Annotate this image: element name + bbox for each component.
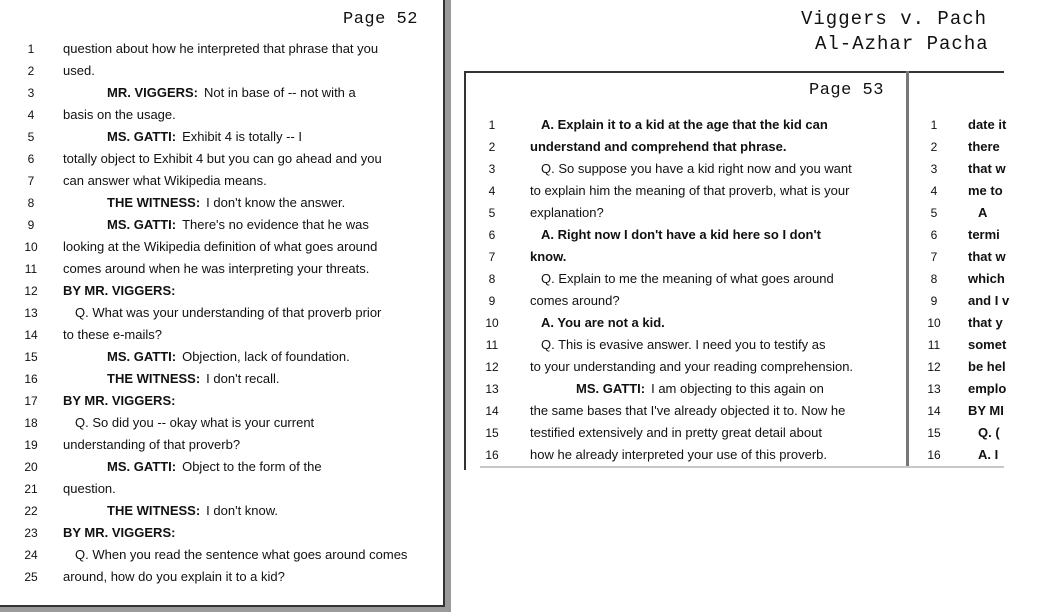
- line-text: Q. So did you -- okay what is your current: [75, 415, 315, 430]
- transcript-line: [0, 82, 440, 104]
- case-caption-line1: Viggers v. Pach: [801, 8, 988, 30]
- line-number: 11: [485, 338, 499, 352]
- line-number: 23: [24, 526, 38, 540]
- speaker-label: MS. GATTI:: [576, 381, 646, 396]
- line-number: 6: [27, 152, 35, 166]
- transcript-page-52: [0, 0, 445, 607]
- line-text: somet: [968, 337, 1007, 352]
- transcript-line: [466, 268, 906, 290]
- line-text: be hel: [968, 359, 1006, 374]
- transcript-line: [909, 290, 1010, 312]
- line-text: which: [968, 271, 1005, 286]
- speaker-label: BY MR. VIGGERS:: [63, 393, 176, 408]
- speaker-label: MS. GATTI:: [107, 129, 177, 144]
- transcript-line: [0, 500, 440, 522]
- transcript-line: [466, 136, 906, 158]
- line-text: basis on the usage.: [63, 107, 176, 122]
- line-text: used.: [63, 63, 95, 78]
- line-number: 13: [485, 382, 499, 396]
- line-text: A. You are not a kid.: [541, 315, 665, 330]
- transcript-page-54-partial: [909, 71, 1010, 470]
- line-number: 16: [485, 448, 499, 462]
- line-text: can answer what Wikipedia means.: [63, 173, 267, 188]
- line-text: totally object to Exhibit 4 but you can go ahead and you: [63, 151, 382, 166]
- line-number: 14: [485, 404, 499, 418]
- transcript-line: [909, 246, 1004, 268]
- line-number: 22: [24, 504, 38, 518]
- transcript-line: [909, 202, 1004, 224]
- line-text: there: [968, 139, 1000, 154]
- line-number: 18: [24, 416, 38, 430]
- page-number: Page 52: [343, 10, 418, 29]
- line-number: 16: [927, 448, 941, 462]
- line-text: that w: [968, 161, 1006, 176]
- transcript-line: [0, 390, 440, 412]
- line-number: 6: [930, 228, 938, 242]
- transcript-line: [0, 38, 440, 60]
- line-number: 1: [488, 118, 496, 132]
- transcript-line: [0, 434, 440, 456]
- transcript-line: [909, 378, 1007, 400]
- line-text: I don't recall.: [206, 371, 280, 386]
- transcript-line: [0, 236, 440, 258]
- page-number: Page 53: [809, 81, 884, 100]
- transcript-line: [466, 180, 906, 202]
- line-text: A: [978, 205, 988, 220]
- transcript-line: [909, 114, 1007, 136]
- transcript-line: [909, 312, 1004, 334]
- speaker-label: MS. GATTI:: [107, 459, 177, 474]
- speaker-label: THE WITNESS:: [107, 503, 201, 518]
- line-number: 11: [927, 338, 941, 352]
- line-text: emplo: [968, 381, 1007, 396]
- line-number: 12: [24, 284, 38, 298]
- line-number: 13: [24, 306, 38, 320]
- line-text: that y: [968, 315, 1003, 330]
- speaker-label: THE WITNESS:: [107, 195, 201, 210]
- line-number: 25: [24, 570, 38, 584]
- line-number: 10: [927, 316, 941, 330]
- line-number: 8: [930, 272, 938, 286]
- line-text: Exhibit 4 is totally -- I: [182, 129, 303, 144]
- transcript-line: [0, 346, 440, 368]
- transcript-line: [0, 148, 440, 170]
- line-number: 8: [27, 196, 35, 210]
- line-number: 9: [27, 218, 35, 232]
- line-text: BY MI: [968, 403, 1004, 418]
- transcript-line: [466, 356, 906, 378]
- transcript-line: [0, 170, 440, 192]
- line-number: 2: [27, 64, 35, 78]
- line-text: A. Right now I don't have a kid here so I don't: [541, 227, 821, 242]
- line-text: Q. When you read the sentence what goes around comes: [75, 547, 408, 562]
- line-number: 1: [930, 118, 938, 132]
- transcript-line: [0, 456, 440, 478]
- transcript-line: [909, 444, 1004, 466]
- line-number: 1: [27, 42, 35, 56]
- transcript-line: [466, 246, 906, 268]
- line-number: 5: [488, 206, 496, 220]
- line-text: how he already interpreted your use of this proverb.: [530, 447, 828, 462]
- transcript-page-53: [464, 71, 910, 470]
- transcript-line: [466, 290, 906, 312]
- transcript-line: [0, 104, 440, 126]
- line-text: testified extensively and in pretty great detail about: [530, 425, 822, 440]
- transcript-line: [909, 224, 1004, 246]
- line-text: Q. So suppose you have a kid right now and you want: [541, 161, 852, 176]
- line-number: 4: [930, 184, 938, 198]
- line-text: Not in base of -- not with a: [204, 85, 356, 100]
- transcript-line: [466, 158, 906, 180]
- transcript-line: [466, 114, 906, 136]
- line-text: to your understanding and your reading comprehension.: [530, 359, 854, 374]
- speaker-label: MS. GATTI:: [107, 217, 177, 232]
- transcript-line: [466, 312, 906, 334]
- line-number: 7: [488, 250, 496, 264]
- line-number: 17: [24, 394, 38, 408]
- line-number: 19: [24, 438, 38, 452]
- line-number: 15: [485, 426, 499, 440]
- line-text: question.: [63, 481, 116, 496]
- transcript-line: [0, 544, 440, 566]
- transcript-line: [0, 522, 440, 544]
- line-number: 12: [927, 360, 941, 374]
- line-number: 4: [488, 184, 496, 198]
- line-number: 9: [930, 294, 938, 308]
- speaker-label: BY MR. VIGGERS:: [63, 525, 176, 540]
- line-text: comes around when he was interpreting your threats.: [63, 261, 370, 276]
- line-text: There's no evidence that he was: [182, 217, 369, 232]
- transcript-line: [0, 566, 440, 588]
- line-number: 15: [24, 350, 38, 364]
- line-text: Q. What was your understanding of that proverb prior: [75, 305, 382, 320]
- page-shadow: [0, 607, 451, 612]
- line-number: 2: [930, 140, 938, 154]
- line-number: 16: [24, 372, 38, 386]
- transcript-line: [909, 422, 1004, 444]
- line-number: 14: [927, 404, 941, 418]
- line-text: understanding of that proverb?: [63, 437, 241, 452]
- line-text: I don't know the answer.: [206, 195, 346, 210]
- speaker-label: MR. VIGGERS:: [107, 85, 199, 100]
- line-text: and I v: [968, 293, 1010, 308]
- transcript-line: [0, 258, 440, 280]
- transcript-line: [909, 158, 1004, 180]
- line-text: A. Explain it to a kid at the age that the kid can: [541, 117, 828, 132]
- line-text: date it: [968, 117, 1007, 132]
- line-text: the same bases that I've already objected it to. Now he: [530, 403, 846, 418]
- case-caption-line2: Al-Azhar Pacha: [815, 33, 989, 55]
- line-text: question about how he interpreted that phrase that you: [63, 41, 379, 56]
- line-text: Object to the form of the: [182, 459, 322, 474]
- line-text: understand and comprehend that phrase.: [530, 139, 787, 154]
- line-number: 5: [930, 206, 938, 220]
- transcript-line: [909, 136, 1004, 158]
- line-number: 21: [24, 482, 38, 496]
- line-number: 10: [24, 240, 38, 254]
- line-text: around, how do you explain it to a kid?: [63, 569, 285, 584]
- line-number: 9: [488, 294, 496, 308]
- transcript-line: [0, 324, 440, 346]
- line-number: 15: [927, 426, 941, 440]
- line-text: A. I: [978, 447, 999, 462]
- line-number: 13: [927, 382, 941, 396]
- line-number: 3: [930, 162, 938, 176]
- line-text: me to: [968, 183, 1003, 198]
- transcript-line: [0, 60, 440, 82]
- transcript-line: [0, 412, 440, 434]
- transcript-line: [909, 400, 1004, 422]
- line-number: 3: [27, 86, 35, 100]
- line-number: 12: [485, 360, 499, 374]
- line-text: to these e-mails?: [63, 327, 162, 342]
- transcript-line: [466, 334, 906, 356]
- line-number: 11: [24, 262, 38, 276]
- line-number: 7: [27, 174, 35, 188]
- line-text: I am objecting to this again on: [651, 381, 824, 396]
- transcript-line: [0, 302, 440, 324]
- line-number: 5: [27, 130, 35, 144]
- line-text: explanation?: [530, 205, 604, 220]
- line-number: 24: [24, 548, 38, 562]
- line-text: Q. (: [978, 425, 1000, 440]
- transcript-line: [909, 334, 1007, 356]
- line-text: comes around?: [530, 293, 620, 308]
- transcript-line: [466, 444, 906, 466]
- transcript-line: [0, 478, 440, 500]
- line-text: that w: [968, 249, 1006, 264]
- transcript-line: [466, 202, 906, 224]
- line-text: to explain him the meaning of that proverb, what is your: [530, 183, 850, 198]
- line-text: Objection, lack of foundation.: [182, 349, 350, 364]
- transcript-line: [909, 268, 1004, 290]
- line-text: termi: [968, 227, 1000, 242]
- line-text: Q. Explain to me the meaning of what goes around: [541, 271, 834, 286]
- line-number: 10: [485, 316, 499, 330]
- line-text: know.: [530, 249, 567, 264]
- line-number: 14: [24, 328, 38, 342]
- transcript-line: [0, 214, 440, 236]
- line-text: looking at the Wikipedia definition of what goes around: [63, 239, 378, 254]
- line-number: 2: [488, 140, 496, 154]
- speaker-label: THE WITNESS:: [107, 371, 201, 386]
- transcript-line: [466, 224, 906, 246]
- line-number: 6: [488, 228, 496, 242]
- transcript-line: [466, 400, 906, 422]
- transcript-line: [0, 126, 440, 148]
- line-number: 4: [27, 108, 35, 122]
- line-number: 20: [24, 460, 38, 474]
- line-text: Q. This is evasive answer. I need you to testify as: [541, 337, 826, 352]
- transcript-line: [466, 378, 906, 400]
- line-number: 3: [488, 162, 496, 176]
- line-number: 7: [930, 250, 938, 264]
- line-text: I don't know.: [206, 503, 279, 518]
- transcript-line: [909, 356, 1004, 378]
- transcript-line: [0, 192, 440, 214]
- line-number: 8: [488, 272, 496, 286]
- transcript-line: [0, 280, 440, 302]
- transcript-line: [466, 422, 906, 444]
- transcript-line: [0, 368, 440, 390]
- page-bottom-rule: [480, 466, 1004, 468]
- speaker-label: MS. GATTI:: [107, 349, 177, 364]
- speaker-label: BY MR. VIGGERS:: [63, 283, 176, 298]
- transcript-line: [909, 180, 1004, 202]
